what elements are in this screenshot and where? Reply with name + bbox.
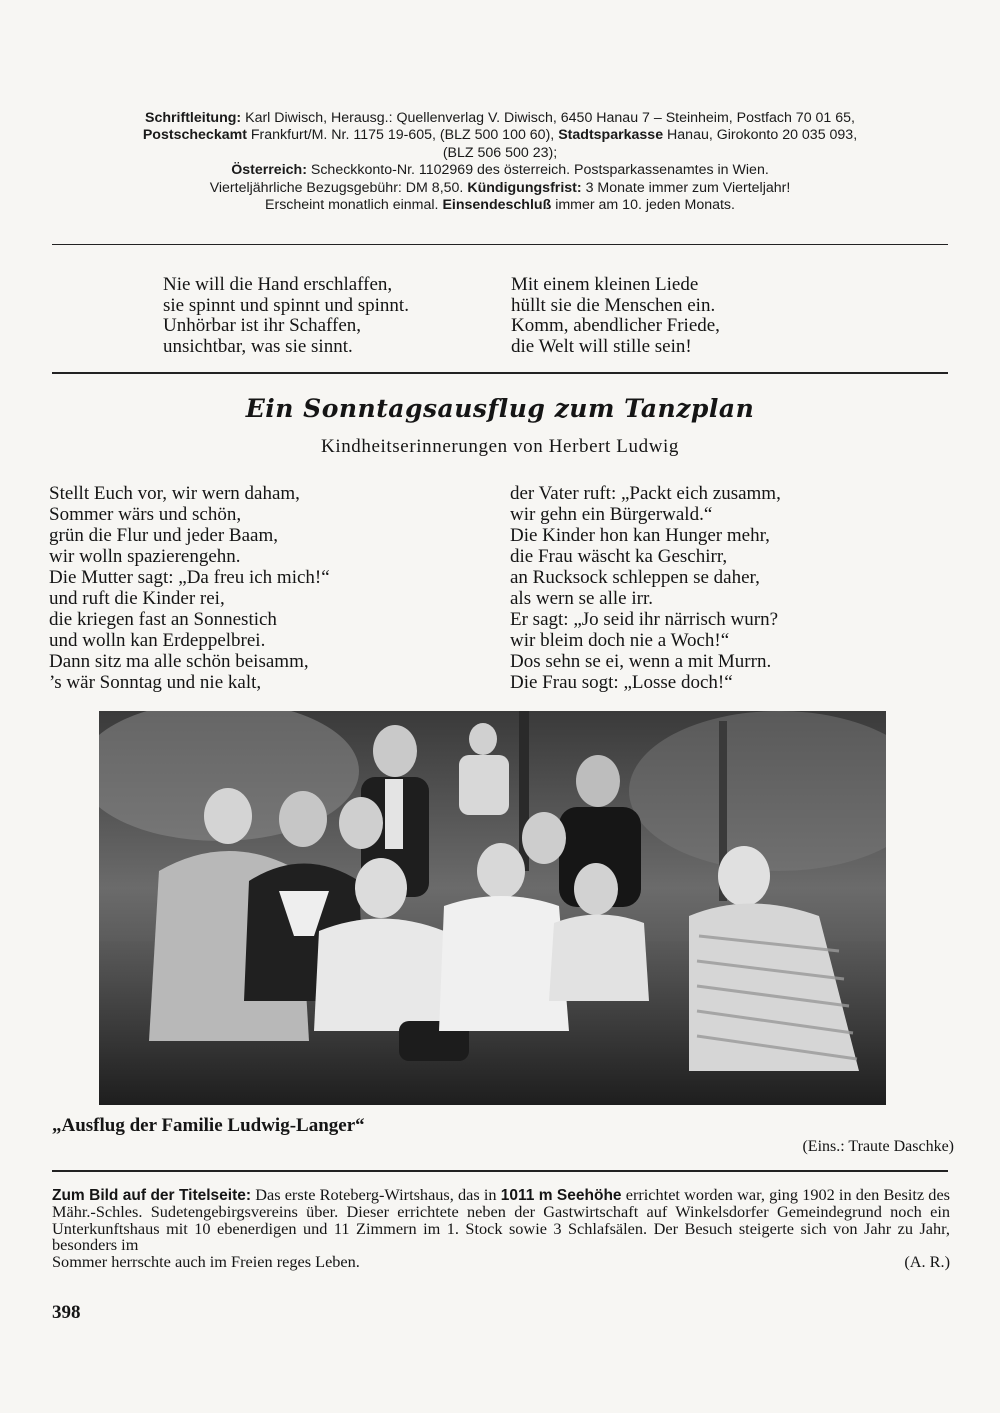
poem-line: als wern se alle irr.	[510, 588, 653, 609]
verse-line: sie spinnt und spinnt und spinnt.	[163, 294, 409, 316]
poem-line: Dann sitz ma alle schön beisamm,	[49, 651, 309, 672]
poem-line: grün die Flur und jeder Baam,	[49, 525, 279, 546]
poem-line: Die Frau sogt: „Losse doch!“	[510, 672, 733, 693]
photo-credit: (Eins.: Traute Daschke)	[802, 1138, 954, 1155]
poem-line: wir wolln spazierengehn.	[49, 546, 241, 567]
family-photo	[99, 711, 886, 1105]
page-number: 398	[52, 1302, 81, 1323]
verse-line: die Welt will stille sein!	[511, 335, 692, 357]
masthead-line-1: Schriftleitung: Karl Diwisch, Herausg.: Quellenverlag V. Diwisch, 6450 Hanau 7 – Steinheim, Postfach 70 01 65,	[145, 110, 855, 126]
verse-divider	[52, 372, 948, 374]
poem-line: Die Mutter sagt: „Da freu ich mich!“	[49, 567, 330, 588]
verse-line: unsichtbar, was sie sinnt.	[163, 335, 353, 357]
cover-note-text-3: Sommer herrschte auch im Freien reges Leben.	[52, 1251, 360, 1271]
masthead-line-6: Erscheint monatlich einmal. Einsendeschluß immer am 10. jeden Monats.	[265, 197, 735, 214]
poem-line: wir gehn ein Bürgerwald.“	[510, 504, 713, 525]
verse-top-left	[163, 275, 409, 357]
verse-line: Nie will die Hand erschlaffen,	[163, 274, 393, 295]
poem-line: und ruft die Kinder rei,	[49, 588, 225, 609]
poem-line: Stellt Euch vor, wir wern daham,	[49, 483, 300, 504]
poem-line: Die Kinder hon kan Hunger mehr,	[510, 525, 770, 546]
caption-divider	[52, 1170, 948, 1172]
poem-line: und wolln kan Erdeppelbrei.	[49, 630, 266, 651]
poem-line: ’s wär Sonntag und nie kalt,	[49, 672, 262, 693]
cover-note-text-1: Das erste Roteberg-Wirtshaus, das in	[255, 1185, 497, 1204]
cover-note-highlight: 1011 m Seehöhe	[500, 1187, 622, 1204]
poem-line: an Rucksock schleppen se daher,	[510, 567, 760, 588]
cover-note-label: Zum Bild auf der Titelseite:	[52, 1187, 252, 1204]
poem-line: die Frau wäscht ka Geschirr,	[510, 546, 728, 567]
cover-note-last-line	[52, 1251, 950, 1271]
masthead-line-5: Vierteljährliche Bezugsgebühr: DM 8,50. Kündigungsfrist: 3 Monate immer zum Vierteljahr!	[209, 179, 791, 196]
poem-line: Er sagt: „Jo seid ihr närrisch wurn?	[510, 609, 779, 630]
poem-line: die kriegen fast an Sonnestich	[49, 609, 277, 630]
poem-line: der Vater ruft: „Packt eich zusamm,	[510, 483, 781, 504]
cover-note-text-2: errichtet worden war, ging 1902 in den Besitz des Mähr.-Schles. Sudetengebirgsvereins über. Dieser errichtete neben der Gastwirtschaft auf Winkelsdorfer Gemeindegrund noch ein Unterkunftshaus mit 10 ebenerdigen und 11 Zimmern im 1. Stock sowie 3 Schlafsälen. Der Besuch steigerte sich von Jahr zu Jahr, besonders im	[52, 1185, 951, 1255]
masthead	[52, 110, 948, 214]
masthead-line-4: Österreich: Scheckkonto-Nr. 1102969 des österreich. Postsparkassenamtes in Wien.	[231, 162, 769, 179]
masthead-line-3: (BLZ 506 500 23);	[442, 144, 558, 161]
verse-line: hüllt sie die Menschen ein.	[511, 294, 716, 316]
article-title: Ein Sonntagsausflug zum Tanzplan	[245, 394, 755, 423]
poem-line: wir bleim doch nie a Woch!“	[510, 630, 730, 651]
poem-line: Sommer wärs und schön,	[49, 504, 242, 525]
verse-line: Unhörbar ist ihr Schaffen,	[163, 315, 362, 337]
poem-line: Dos sehn se ei, wenn a mit Murrn.	[510, 651, 772, 672]
verse-top-right	[511, 275, 720, 357]
verse-line: Komm, abendlicher Friede,	[511, 315, 720, 337]
article-subtitle: Kindheitserinnerungen von Herbert Ludwig	[321, 436, 679, 457]
cover-note-signature: (A. R.)	[904, 1251, 950, 1271]
verse-line: Mit einem kleinen Liede	[511, 274, 699, 295]
cover-note	[52, 1187, 950, 1270]
masthead-divider	[52, 244, 948, 245]
masthead-line-2: Postscheckamt Frankfurt/M. Nr. 1175 19-605, (BLZ 500 100 60), Stadtsparkasse Hanau, Girokonto 20 035 093,	[142, 127, 858, 144]
photo-caption: „Ausflug der Familie Ludwig-Langer“	[52, 1115, 365, 1136]
family-photo-illustration	[99, 711, 886, 1105]
poem-left-column	[49, 483, 330, 693]
poem-right-column	[510, 483, 781, 693]
